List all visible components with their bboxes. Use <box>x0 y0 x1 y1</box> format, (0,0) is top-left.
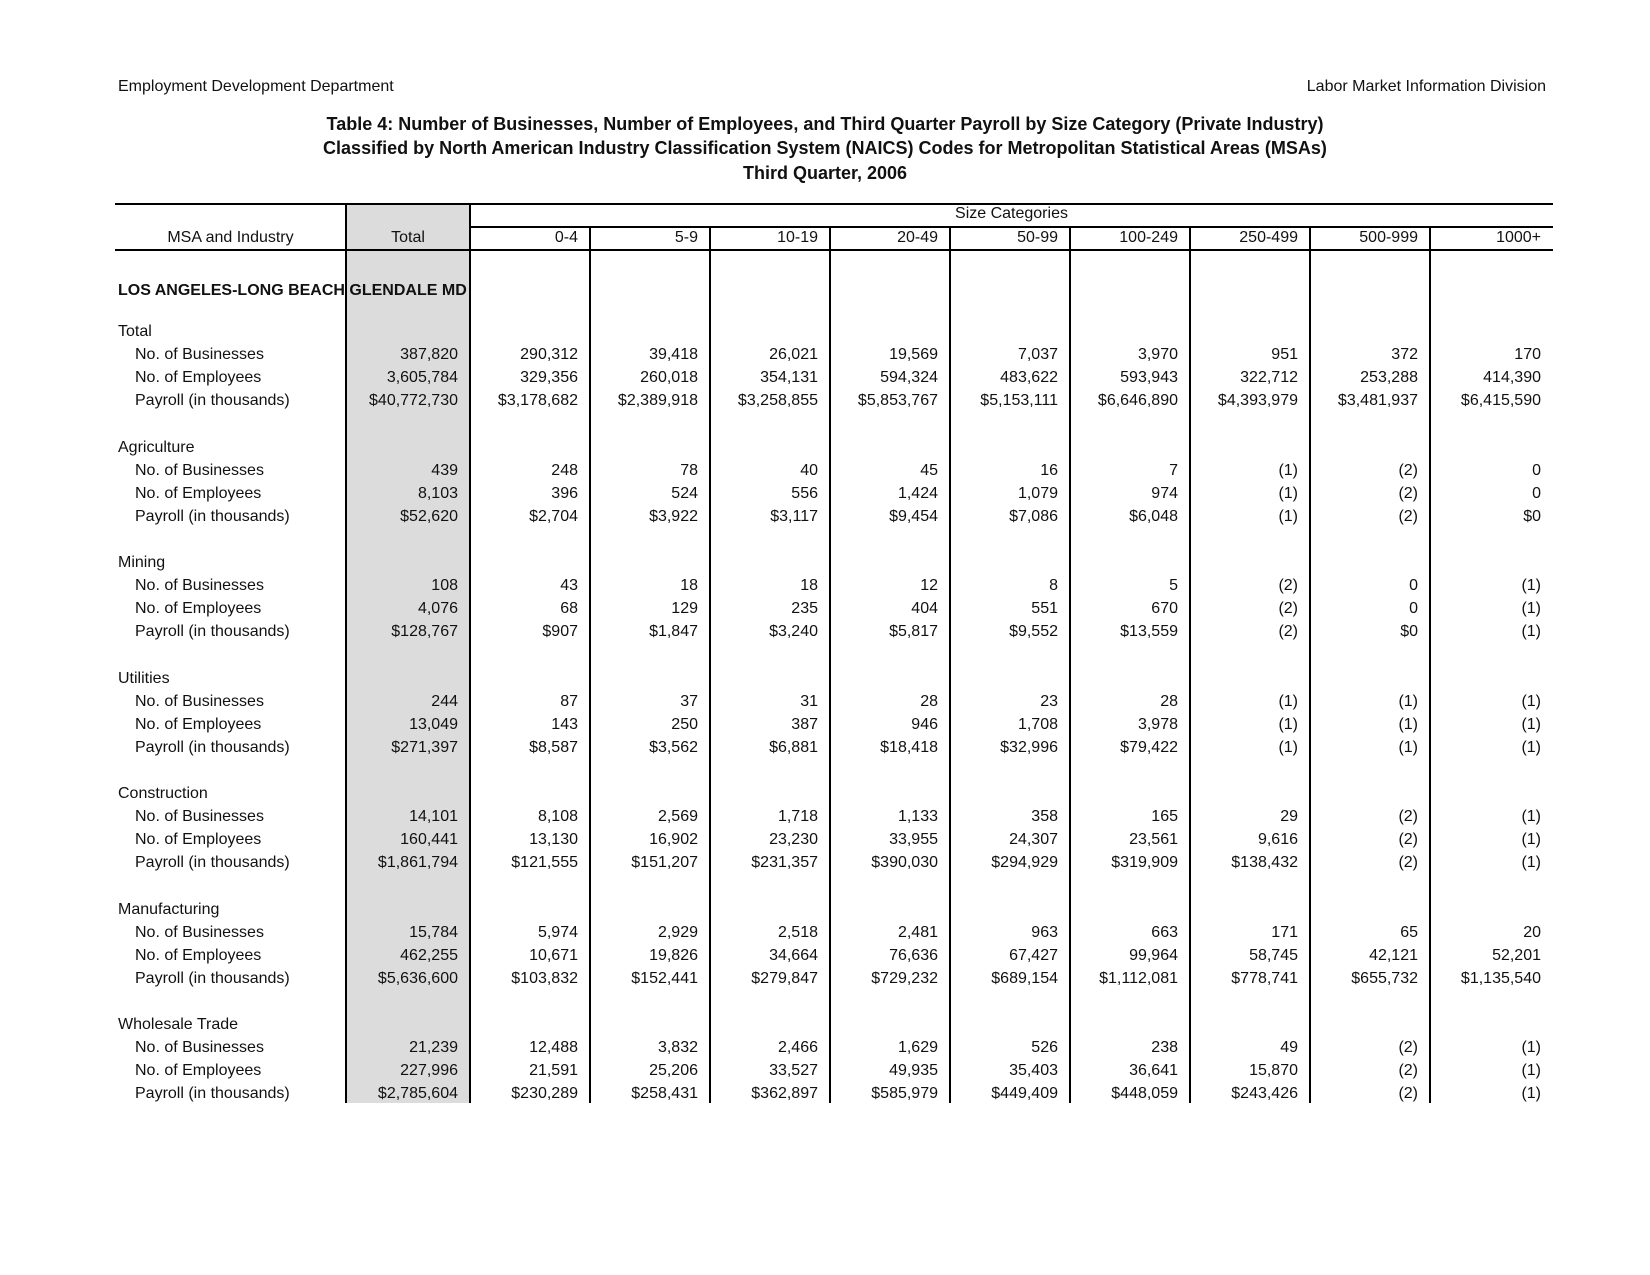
table-cell: 2,481 <box>897 923 938 941</box>
table-title-line1: Table 4: Number of Businesses, Number of Employees, and Third Quarter Payroll by Size Category (Private Industry) <box>326 114 1324 134</box>
table-cell: 7,037 <box>1017 346 1058 363</box>
table-cell: 1,079 <box>1017 484 1058 502</box>
table-cell: 3,832 <box>657 1039 698 1056</box>
table-cell: $655,732 <box>1351 969 1418 987</box>
table-cell: $32,996 <box>1000 738 1058 756</box>
table-cell: 12,488 <box>529 1039 578 1056</box>
table-cell: $689,154 <box>991 969 1058 987</box>
table-title-line2: Classified by North American Industry Classification System (NAICS) Codes for Metropolitan Statistical Areas (MSAs) <box>323 138 1327 158</box>
table-cell: (1) <box>1398 738 1418 756</box>
table-cell: 526 <box>1031 1039 1058 1056</box>
table-cell: (1) <box>1278 507 1298 525</box>
table-cell: 1,424 <box>897 484 938 502</box>
table-cell: 396 <box>551 484 578 502</box>
table-cell: (2) <box>1398 484 1418 502</box>
table-cell: (2) <box>1398 854 1418 871</box>
table-cell: $362,897 <box>751 1085 818 1102</box>
table-cell: 329,356 <box>520 369 578 386</box>
table-cell: $40,772,730 <box>369 392 458 409</box>
table-cell: $2,785,604 <box>377 1085 458 1102</box>
table-cell: $6,646,890 <box>1097 392 1178 409</box>
table-cell: 594,324 <box>880 369 938 386</box>
table-cell: $1,861,794 <box>377 854 458 871</box>
row-label: Payroll (in thousands) <box>135 969 290 987</box>
table-cell: $1,847 <box>649 623 698 640</box>
table-cell: 524 <box>671 484 698 502</box>
table-cell: 387 <box>791 715 818 733</box>
table-cell: 34,664 <box>769 946 818 964</box>
table-cell: 404 <box>911 600 938 617</box>
table-cell: 58,745 <box>1249 946 1298 964</box>
table-cell: 23,561 <box>1129 831 1178 848</box>
table-cell: 40 <box>800 461 818 479</box>
table-cell: 670 <box>1151 600 1178 617</box>
table-cell: 29 <box>1280 808 1298 825</box>
table-cell: $230,289 <box>511 1085 578 1102</box>
table-cell: (1) <box>1521 692 1541 710</box>
table-cell: 248 <box>551 461 578 479</box>
table-cell: (2) <box>1398 507 1418 525</box>
table-cell: 439 <box>431 461 458 479</box>
table-cell: 2,569 <box>657 808 698 825</box>
table-cell: $9,552 <box>1009 623 1058 640</box>
table-cell: 946 <box>911 715 938 733</box>
size-column-header: 20-49 <box>897 229 938 246</box>
table-cell: 358 <box>1031 808 1058 825</box>
table-cell: 16 <box>1040 461 1058 479</box>
table-cell: $8,587 <box>529 738 578 756</box>
table-cell: 290,312 <box>520 346 578 363</box>
size-column-header: 50-99 <box>1017 229 1058 246</box>
table-cell: 39,418 <box>649 346 698 363</box>
section-title: Total <box>118 323 152 340</box>
table-cell: 462,255 <box>400 946 458 964</box>
table-cell: 23 <box>1040 692 1058 710</box>
section-title: Construction <box>118 785 208 802</box>
table-cell: $3,117 <box>770 507 818 525</box>
table-cell: 7 <box>1169 461 1178 479</box>
table-cell: 25,206 <box>649 1062 698 1079</box>
table-cell: (1) <box>1278 738 1298 756</box>
table-cell: 1,629 <box>897 1039 938 1056</box>
table-cell: 227,996 <box>400 1062 458 1079</box>
table-cell: (1) <box>1521 577 1541 594</box>
table-cell: (2) <box>1398 808 1418 825</box>
table-cell: (1) <box>1278 461 1298 479</box>
size-column-header: 500-999 <box>1359 229 1418 246</box>
row-label: No. of Employees <box>135 600 262 617</box>
table-cell: 18 <box>680 577 698 594</box>
table-cell: 10,671 <box>529 946 578 964</box>
row-label: No. of Employees <box>135 484 262 502</box>
table-cell: 19,569 <box>889 346 938 363</box>
table-cell: (2) <box>1278 600 1298 617</box>
table-cell: 65 <box>1400 923 1418 941</box>
table-cell: 593,943 <box>1120 369 1178 386</box>
table-cell: (1) <box>1398 692 1418 710</box>
section-title: Utilities <box>118 669 170 687</box>
table-cell: $729,232 <box>871 969 938 987</box>
table-cell: (2) <box>1398 831 1418 848</box>
msa-industry-header: MSA and Industry <box>167 229 294 246</box>
table-cell: $5,636,600 <box>377 969 458 987</box>
table-cell: (2) <box>1398 1085 1418 1102</box>
table-cell: (2) <box>1278 577 1298 594</box>
table-cell: 160,441 <box>400 831 458 848</box>
table-cell: 15,870 <box>1249 1062 1298 1079</box>
table-cell: 33,955 <box>889 831 938 848</box>
table-cell: 21,591 <box>529 1062 578 1079</box>
size-categories-rule <box>470 226 1553 228</box>
size-column-header: 5-9 <box>674 229 698 246</box>
table-cell: (1) <box>1398 715 1418 733</box>
table-cell: 1,133 <box>897 808 938 825</box>
table-cell: (1) <box>1521 738 1541 756</box>
row-label: Payroll (in thousands) <box>135 623 290 640</box>
table-cell: $243,426 <box>1231 1085 1298 1102</box>
table-cell: (1) <box>1521 808 1541 825</box>
table-cell: 171 <box>1271 923 1298 941</box>
table-cell: 16,902 <box>649 831 698 848</box>
table-cell: (1) <box>1521 854 1541 871</box>
table-cell: 414,390 <box>1483 369 1541 386</box>
row-label: No. of Businesses <box>135 346 264 363</box>
table-cell: 31 <box>800 692 818 710</box>
table-cell: 4,076 <box>417 600 458 617</box>
table-cell: 5,974 <box>537 923 578 941</box>
row-label: No. of Businesses <box>135 808 264 825</box>
table-cell: 99,964 <box>1129 946 1178 964</box>
table-cell: 0 <box>1409 600 1418 617</box>
table-cell: 238 <box>1151 1039 1178 1056</box>
row-label: No. of Businesses <box>135 923 264 941</box>
table-cell: (2) <box>1398 461 1418 479</box>
table-cell: 26,021 <box>769 346 818 363</box>
table-cell: $258,431 <box>631 1085 698 1102</box>
table-cell: $585,979 <box>871 1085 938 1102</box>
table-cell: 49 <box>1280 1039 1298 1056</box>
table-cell: $121,555 <box>511 854 578 871</box>
table-cell: 3,970 <box>1137 346 1178 363</box>
table-cell: $52,620 <box>400 507 458 525</box>
table-cell: $13,559 <box>1120 623 1178 640</box>
table-cell: 974 <box>1151 484 1178 502</box>
row-label: Payroll (in thousands) <box>135 1085 290 1102</box>
row-label: Payroll (in thousands) <box>135 507 290 525</box>
table-cell: $1,135,540 <box>1460 969 1541 987</box>
table-cell: 483,622 <box>1000 369 1058 386</box>
table-cell: 951 <box>1271 346 1298 363</box>
table-cell: (1) <box>1521 623 1541 640</box>
table-cell: (1) <box>1521 715 1541 733</box>
table-cell: 42,121 <box>1369 946 1418 964</box>
table-cell: (2) <box>1398 1062 1418 1079</box>
table-cell: 13,049 <box>409 715 458 733</box>
table-cell: 143 <box>551 715 578 733</box>
table-cell: 21,239 <box>409 1039 458 1056</box>
table-cell: $5,153,111 <box>980 392 1058 409</box>
table-cell: 0 <box>1532 461 1541 479</box>
table-cell: $4,393,979 <box>1217 392 1298 409</box>
table-cell: 170 <box>1514 346 1541 363</box>
row-label: No. of Employees <box>135 831 262 848</box>
table-cell: 12 <box>920 577 938 594</box>
row-label: Payroll (in thousands) <box>135 854 290 871</box>
table-cell: 8,108 <box>537 808 578 825</box>
table-cell: 35,403 <box>1009 1062 1058 1079</box>
row-label: No. of Employees <box>135 369 262 386</box>
table-cell: $18,418 <box>880 738 938 756</box>
row-label: No. of Employees <box>135 1062 262 1079</box>
row-label: No. of Businesses <box>135 692 264 710</box>
table-cell: $152,441 <box>631 969 698 987</box>
section-title: Agriculture <box>118 438 195 456</box>
table-cell: 322,712 <box>1240 369 1298 386</box>
table-cell: 2,518 <box>777 923 818 941</box>
table-cell: $1,112,081 <box>1099 969 1178 987</box>
row-label: No. of Businesses <box>135 1039 264 1056</box>
table-cell: (1) <box>1278 692 1298 710</box>
table-cell: 20 <box>1523 923 1541 941</box>
table-cell: (1) <box>1521 1085 1541 1102</box>
size-column-header: 1000+ <box>1496 229 1541 246</box>
table-cell: $294,929 <box>991 854 1058 871</box>
table-cell: (1) <box>1521 600 1541 617</box>
table-cell: 8 <box>1049 577 1058 594</box>
table-cell: 3,978 <box>1137 715 1178 733</box>
table-cell: 18 <box>800 577 818 594</box>
table-cell: 244 <box>431 692 458 710</box>
table-cell: 36,641 <box>1129 1062 1178 1079</box>
table-cell: 87 <box>560 692 578 710</box>
table-cell: $3,258,855 <box>737 392 818 409</box>
table-cell: $138,432 <box>1231 854 1298 871</box>
table-cell: 28 <box>920 692 938 710</box>
table-cell: 15,784 <box>409 923 458 941</box>
table-cell: 9,616 <box>1257 831 1298 848</box>
table-title-line3: Third Quarter, 2006 <box>742 163 908 183</box>
section-title: Manufacturing <box>118 900 220 918</box>
table-cell: $9,454 <box>889 507 938 525</box>
table-cell: 2,466 <box>777 1039 818 1056</box>
table-cell: $2,389,918 <box>617 392 698 409</box>
table-cell: 37 <box>680 692 698 710</box>
size-column-header: 100-249 <box>1119 229 1178 246</box>
section-title: Wholesale Trade <box>118 1016 239 1033</box>
table-cell: 354,131 <box>760 369 818 386</box>
table-cell: 33,527 <box>769 1062 818 1079</box>
table-cell: 165 <box>1151 808 1178 825</box>
table-cell: $0 <box>1400 623 1418 640</box>
table-cell: 551 <box>1031 600 1058 617</box>
row-label: No. of Businesses <box>135 577 264 594</box>
row-label: Payroll (in thousands) <box>135 738 290 756</box>
table-cell: $128,767 <box>391 623 458 640</box>
table-cell: 19,826 <box>649 946 698 964</box>
table-cell: 13,130 <box>529 831 578 848</box>
header-bottom-rule <box>115 249 1553 251</box>
table-cell: $3,178,682 <box>497 392 578 409</box>
table-cell: 78 <box>680 461 698 479</box>
row-label: No. of Employees <box>135 715 262 733</box>
column-divider <box>469 203 471 1103</box>
table-cell: 24,307 <box>1009 831 1058 848</box>
table-cell: $79,422 <box>1120 738 1178 756</box>
table-cell: $6,881 <box>769 738 818 756</box>
table-cell: 49,935 <box>889 1062 938 1079</box>
table-cell: 14,101 <box>409 808 458 825</box>
table-cell: $3,562 <box>649 738 698 756</box>
table-cell: $6,048 <box>1129 507 1178 525</box>
table-cell: 76,636 <box>889 946 938 964</box>
table-cell: 963 <box>1031 923 1058 941</box>
table-cell: $5,853,767 <box>857 392 938 409</box>
table-cell: 0 <box>1532 484 1541 502</box>
table-cell: $6,415,590 <box>1460 392 1541 409</box>
table-cell: $271,397 <box>391 738 458 756</box>
table-cell: $3,922 <box>649 507 698 525</box>
table-cell: $319,909 <box>1111 854 1178 871</box>
row-label: No. of Businesses <box>135 461 264 479</box>
table-cell: $3,481,937 <box>1337 392 1418 409</box>
table-cell: $448,059 <box>1111 1085 1178 1102</box>
table-cell: $390,030 <box>871 854 938 871</box>
table-cell: 28 <box>1160 692 1178 710</box>
table-cell: 43 <box>560 577 578 594</box>
table-cell: 2,929 <box>657 923 698 941</box>
table-cell: (1) <box>1521 831 1541 848</box>
size-column-header: 0-4 <box>554 229 578 246</box>
table-cell: 129 <box>671 600 698 617</box>
header-department: Employment Development Department <box>118 78 394 95</box>
table-cell: $279,847 <box>751 969 818 987</box>
table-cell: $449,409 <box>991 1085 1058 1102</box>
table-cell: $778,741 <box>1231 969 1298 987</box>
table-cell: 260,018 <box>640 369 698 386</box>
table-cell: 0 <box>1409 577 1418 594</box>
size-column-header: 10-19 <box>777 229 818 246</box>
table-cell: 250 <box>671 715 698 733</box>
table-cell: (1) <box>1278 715 1298 733</box>
table-cell: 68 <box>560 600 578 617</box>
table-cell: $0 <box>1523 507 1541 525</box>
table-cell: 556 <box>791 484 818 502</box>
table-cell: 253,288 <box>1360 369 1418 386</box>
table-cell: 52,201 <box>1492 946 1541 964</box>
msa-name: LOS ANGELES-LONG BEACH GLENDALE MD <box>118 282 467 299</box>
row-label: Payroll (in thousands) <box>135 392 290 409</box>
total-header: Total <box>391 229 425 246</box>
table-cell: 1,708 <box>1017 715 1058 733</box>
table-cell: 663 <box>1151 923 1178 941</box>
table-cell: 23,230 <box>769 831 818 848</box>
section-title: Mining <box>118 554 166 571</box>
table-cell: 387,820 <box>400 346 458 363</box>
table-cell: 67,427 <box>1009 946 1058 964</box>
table-cell: $2,704 <box>529 507 578 525</box>
size-column-header: 250-499 <box>1239 229 1298 246</box>
table-cell: $5,817 <box>889 623 938 640</box>
row-label: No. of Employees <box>135 946 262 964</box>
table-cell: $151,207 <box>631 854 698 871</box>
table-cell: 5 <box>1169 577 1178 594</box>
table-cell: (1) <box>1278 484 1298 502</box>
table-cell: (2) <box>1278 623 1298 640</box>
table-cell: $231,357 <box>751 854 818 871</box>
table-cell: 3,605,784 <box>386 369 458 386</box>
table-cell: 8,103 <box>417 484 458 502</box>
table-cell: (1) <box>1521 1062 1541 1079</box>
size-categories-label: Size Categories <box>955 205 1068 222</box>
table-cell: (2) <box>1398 1039 1418 1056</box>
table-cell: $907 <box>542 623 578 640</box>
table-cell: 235 <box>791 600 818 617</box>
table-cell: (1) <box>1521 1039 1541 1056</box>
table-cell: $103,832 <box>511 969 578 987</box>
table-cell: 1,718 <box>777 808 818 825</box>
table-cell: $7,086 <box>1009 507 1058 525</box>
table-cell: 108 <box>431 577 458 594</box>
total-column-shading <box>346 203 470 1103</box>
table-cell: 45 <box>920 461 938 479</box>
table-cell: $3,240 <box>769 623 818 640</box>
header-division: Labor Market Information Division <box>1306 78 1546 95</box>
column-divider <box>345 203 347 1103</box>
table-cell: 372 <box>1391 346 1418 363</box>
